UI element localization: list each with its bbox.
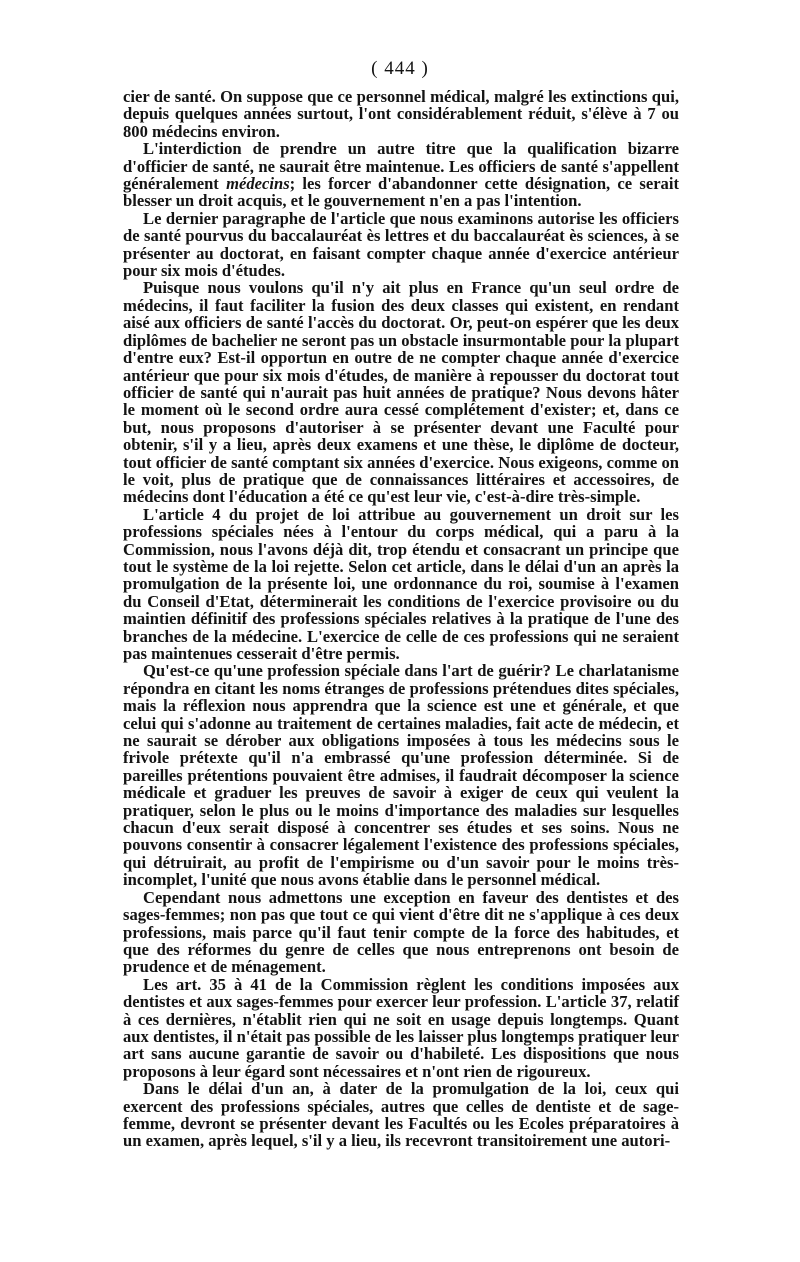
paragraph: Qu'est-ce qu'une profession spéciale dans l'art de guérir? Le charlatanisme répondra en citant les noms étranges de professions prétendues dites spéciales, mais la réflexion nous apprendra que la science est une et générale, et que celui qui s'adonne au traitement de certaines maladies, fait acte de médecin, et ne saurait se dérober aux obligations imposées à tous les médecins sous le frivole prétexte qu'il n'a embrassé qu'une profession déterminée. Si de pareilles prétentions pouvaient être admises, il faudrait décomposer la science médicale et graduer les preuves de savoir à exiger de ceux qui veulent la pratiquer, selon le plus ou le moins d'importance des maladies sur lesquelles chacun d'eux serait disposé à concentrer ses études et ses soins. Nous ne pouvons consentir à consacrer légalement l'existence des professions spéciales, qui détruirait, au profit de l'empirisme ou d'un savoir pour le moins très-incomplet, l'unité que nous avons établie dans le personnel médical. (123, 661, 679, 890)
paragraph: Les art. 35 à 41 de la Commission règlent les conditions imposées aux dentistes et aux sages-femmes pour exercer leur profession. L'article 37, relatif à ces dernières, n'établit rien qui ne soit en usage depuis longtemps. Quant aux dentistes, il n'était pas possible de les laisser plus longtemps pratiquer leur art sans aucune garantie de savoir ou d'habileté. Les dispositions que nous proposons à leur égard sont nécessaires et n'ont rien de rigoureux. (123, 974, 679, 1081)
body-text (123, 88, 679, 1150)
paragraph: Puisque nous voulons qu'il n'y ait plus en France qu'un seul ordre de médecins, il faut faciliter la fusion des deux classes qui existent, en rendant aisé aux officiers de santé l'accès du doctorat. Or, peut-on espérer que les deux diplômes de bachelier ne seront pas un obstacle insurmontable pour la plupart d'entre eux? Est-il opportun en outre de ne compter chaque année d'exercice antérieur que pour six mois d'études, de manière à repousser du doctorat tout officier de santé qui n'aurait pas huit années de pratique? Nous devons hâter le moment où le second ordre aura cessé complétement d'exister; et, dans ce but, nous proposons d'autoriser à se présenter devant une Faculté pour obtenir, s'il y a lieu, après deux examens et une thèse, le diplôme de docteur, tout officier de santé comptant six années d'exercice. Nous exigeons, comme on le voit, plus de pratique que de connaissances littéraires et accessoires, de médecins dont l'éducation a été ce qu'est leur vie, c'est-à-dire très-simple. (123, 278, 679, 507)
paragraph: cier de santé. On suppose que ce personnel médical, malgré les extinctions qui, depuis quelques années surtout, l'ont considérablement réduit, s'élève à 7 ou 800 médecins environ. (123, 87, 679, 141)
paragraph: Le dernier paragraphe de l'article que nous examinons autorise les officiers de santé pourvus du baccalauréat ès lettres et du baccalauréat ès sciences, à se présenter au doctorat, en faisant compter chaque année d'exercice antérieur pour six mois d'études. (123, 208, 679, 281)
page-number: ( 444 ) (371, 58, 429, 79)
paragraph: Cependant nous admettons une exception en faveur des dentistes et des sages-femmes; non pas que tout ce qui vient d'être dit ne s'applique à ces deux professions, mais parce qu'il faut tenir compte de la force des habitudes, et que des réformes du genre de celles que nous entreprenons ont besoin de prudence et de ménagement. (123, 887, 679, 977)
paragraph: L'interdiction de prendre un autre titre que la qualification bizarre d'officier de santé, ne saurait être maintenue. Les officiers de santé s'appellent généralement médecins; les forcer d'abandonner cette désignation, ce serait blesser un droit acquis, et le gouvernement n'en a pas l'intention. (123, 139, 679, 211)
paragraph: Dans le délai d'un an, à dater de la promulgation de la loi, ceux qui exercent des professions spéciales, autres que celles de dentiste et de sage-femme, devront se présenter devant les Facultés ou les Ecoles préparatoires à un examen, après lequel, s'il y a lieu, ils recevront transitoirement une autori- (123, 1079, 679, 1151)
emphasized-word: médecins (226, 174, 290, 194)
paragraph: L'article 4 du projet de loi attribue au gouvernement un droit sur les professions spéciales nées à l'entour du corps médical, qui a paru à la Commission, nous l'avons déjà dit, trop étendu et consacrant un principe que tout le système de la loi rejette. Selon cet article, dans le délai d'un an après la promulgation de la présente loi, une ordonnance du roi, soumise à l'examen du Conseil d'Etat, déterminerait les conditions de l'exercice provisoire ou du maintien définitif des professions spéciales relatives à la pratique de l'une des branches de la médecine. L'exercice de celle de ces professions qui ne seraient pas maintenues cesserait d'être permis. (123, 504, 679, 663)
